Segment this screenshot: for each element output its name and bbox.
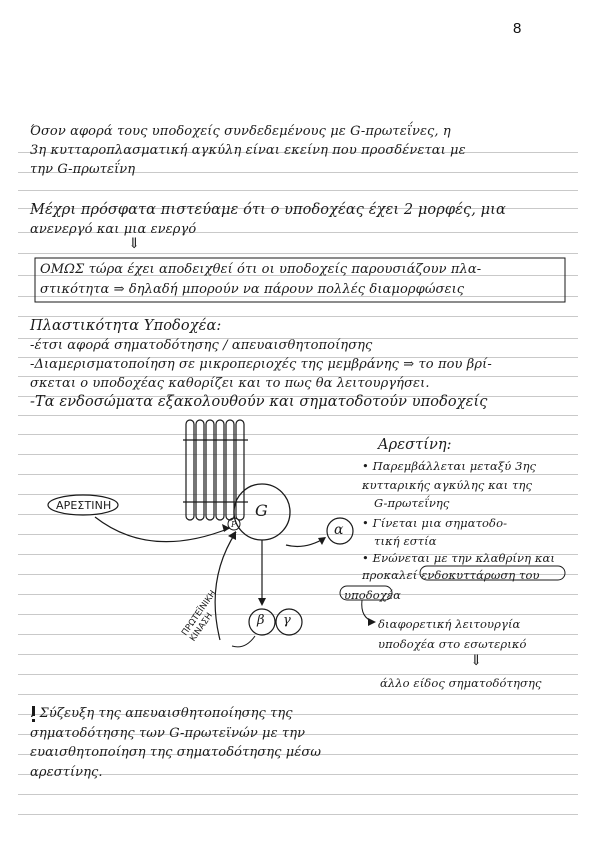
arrestin-note3-line1: • Ενώνεται με την κλαθρίνη και	[362, 551, 555, 565]
result-line1: διαφορετική λειτουργία	[378, 617, 521, 631]
g-label: G	[255, 501, 268, 520]
betagamma-to-kinase	[232, 636, 255, 647]
arrestin-label: ΑΡΕΣΤΙΝΗ	[56, 499, 112, 512]
page-number: 8	[513, 20, 522, 37]
para2-line2: ανενεργό και μια ενεργό	[30, 222, 197, 237]
footer-line3: ευαισθητοποίηση της σηματοδότησης μέσω	[30, 745, 322, 760]
result-line2: υποδοχέα στο εσωτερικό	[378, 637, 527, 651]
section-line1: -έτσι αφορά σηματοδότησης / απευαισθητοποίησης	[30, 338, 373, 353]
p-label: P	[231, 520, 237, 529]
result-arrow-down: ⇓	[470, 653, 483, 669]
kinase-label: ΠΡΩΤΕΪΝΙΚΗ ΚΙΝΑΣΗ	[180, 588, 219, 644]
section-line3: σκεται ο υποδοχέας καθορίζει και το πως θα λειτουργήσει.	[30, 376, 430, 391]
beta-label: β	[257, 613, 265, 628]
arrestin-note1-line2: κυτταρικής αγκύλης και της	[362, 478, 533, 492]
omos-box	[35, 258, 565, 302]
arrestin-notes-title: Αρεστίνη:	[378, 437, 452, 453]
footer-line2: σηματοδότησης των G-πρωτεϊνών με την	[30, 726, 306, 741]
arrestin-note3-line3: υποδοχέα	[344, 588, 402, 602]
kinase-arrow	[215, 532, 236, 640]
para1-line3: την G-πρωτεΐνη	[30, 162, 136, 177]
para1-line1: Όσον αφορά τους υποδοχείς συνδεδεμένους με G-πρωτεΐνες, η	[30, 124, 451, 139]
arrestin-note1-line3: G-πρωτεΐνης	[374, 496, 450, 510]
para2-line1: Μέχρι πρόσφατα πιστεύαμε ότι ο υποδοχέας έχει 2 μορφές, μια	[30, 202, 506, 218]
para3-line2: στικότητα ⇒ δηλαδή μπορούν να πάρουν πολλές διαμορφώσεις	[40, 282, 465, 297]
footer-line1: ! Σύζευξη της απευαισθητοποίησης της	[30, 706, 293, 721]
arrestin-arrow	[95, 517, 230, 542]
para3-line1: ΟΜΩΣ τώρα έχει αποδειχθεί ότι οι υποδοχείς παρουσιάζουν πλα-	[40, 262, 482, 277]
section-title: Πλαστικότητα Υποδοχέα:	[30, 318, 222, 334]
gamma-label: γ	[283, 613, 291, 628]
arrestin-note3-line2: προκαλεί ενδοκυττάρωση του	[362, 568, 540, 582]
section-line4: -Τα ενδοσώματα εξακολουθούν και σηματοδοτούν υποδοχείς	[30, 394, 488, 410]
para1-line2: 3η κυτταροπλασματική αγκύλη είναι εκείνη που προσδένεται με	[30, 143, 466, 158]
para3-arrow: ⇓	[128, 236, 141, 252]
section-line2: -Διαμερισματοποίηση σε μικροπεριοχές της μεμβράνης ⇒ το που βρί-	[30, 357, 492, 372]
arrestin-note2-line1: • Γίνεται μια σηματοδο-	[362, 516, 508, 530]
receptor-helices	[183, 420, 248, 520]
alpha-label: α	[334, 522, 344, 538]
arrestin-note2-line2: τική εστία	[374, 534, 437, 548]
result-arrow	[362, 600, 374, 622]
arrestin-note1-line1: • Παρεμβάλλεται μεταξύ 3ης	[362, 459, 537, 473]
final-line: άλλο είδος σηματοδότησης	[380, 676, 542, 690]
footer-line4: αρεστίνης.	[30, 765, 103, 780]
